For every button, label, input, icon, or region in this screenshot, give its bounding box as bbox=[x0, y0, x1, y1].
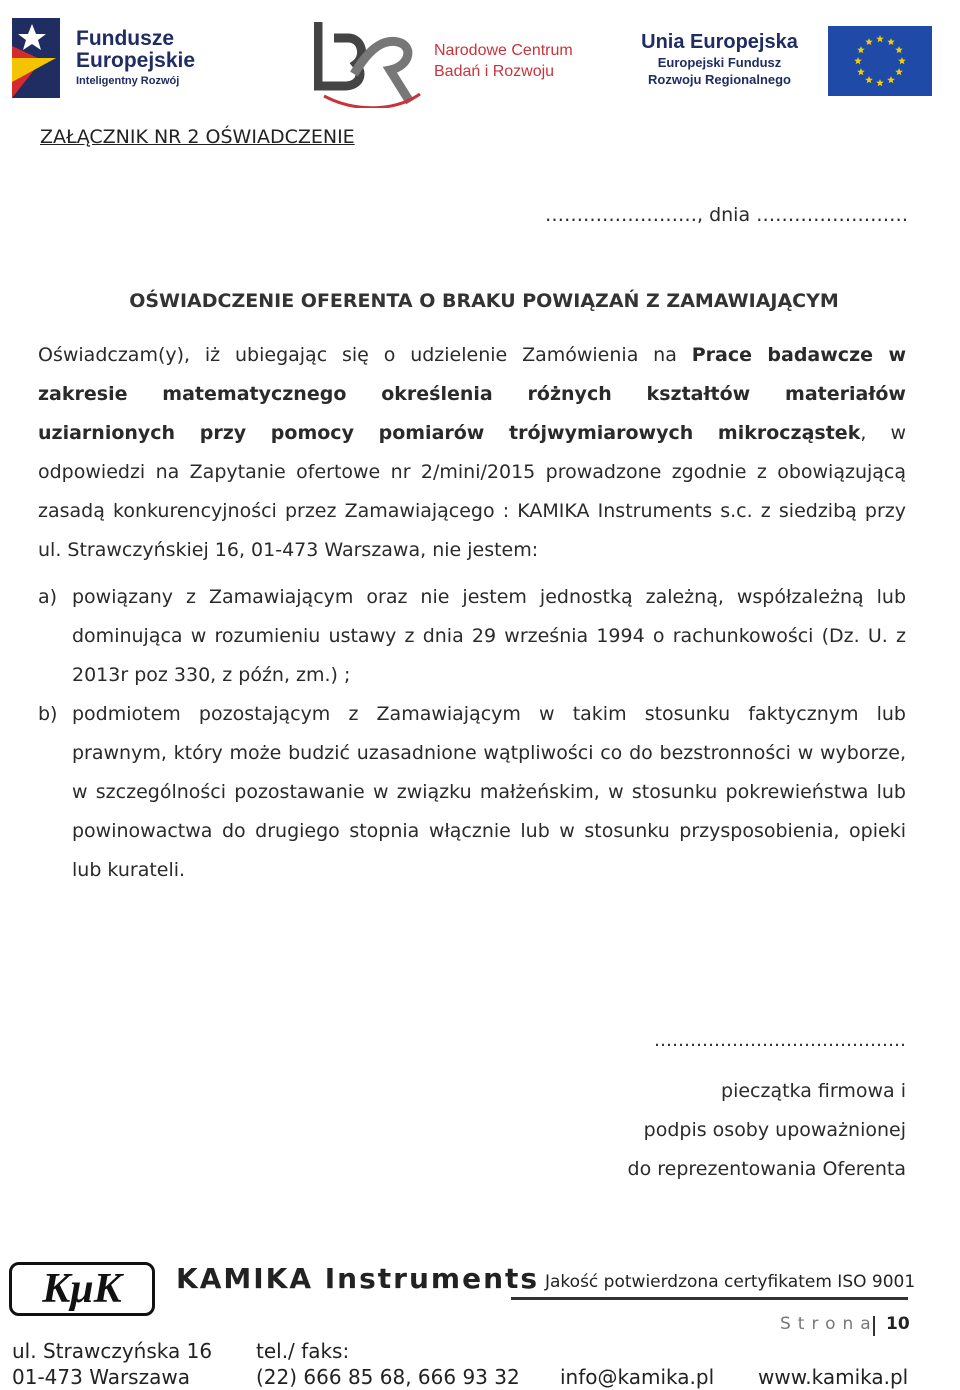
fundusze-europejskie-flag-icon bbox=[12, 18, 60, 98]
list-marker: b) bbox=[38, 703, 58, 725]
list-marker: a) bbox=[38, 586, 58, 608]
unia-europejska-logo-text bbox=[632, 30, 807, 88]
intro-bold: Prace badawcze w zakresie matematycznego określenia różnych kształtów materiałów uziarnionych przy pomocy pomiarów trójwymiarowych mikrocząstek bbox=[38, 344, 906, 444]
signature-line3: do reprezentowania Oferenta bbox=[627, 1158, 906, 1180]
ue-line3: Rozwoju Regionalnego bbox=[648, 72, 791, 87]
website-link[interactable]: www.kamika.pl bbox=[758, 1365, 909, 1389]
ue-line2: Europejski Fundusz bbox=[657, 55, 782, 70]
footer-address bbox=[12, 1338, 212, 1390]
kuk-logo: KμK bbox=[42, 1266, 122, 1312]
fe-line2: Europejskie bbox=[76, 49, 196, 72]
ncbr-line2: Badań i Rozwoju bbox=[434, 63, 555, 80]
document-title bbox=[0, 290, 960, 312]
footer-rule bbox=[511, 1297, 908, 1300]
company-name: KAMIKA Instruments bbox=[176, 1262, 540, 1295]
attachment-heading: ZAŁĄCZNIK NR 2 OŚWIADCZENIE bbox=[40, 126, 355, 148]
eu-flag-icon bbox=[828, 26, 932, 96]
fe-line1: Fundusze bbox=[76, 27, 174, 50]
list-item bbox=[38, 695, 906, 890]
ncbr-logo-text bbox=[434, 40, 573, 82]
declaration-list bbox=[38, 578, 906, 890]
page-label: Strona bbox=[780, 1314, 878, 1334]
intro-before: Oświadczam(y), iż ubiegając się o udzielenie Zamówienia na bbox=[38, 344, 692, 366]
fe-line3: Inteligentny Rozwój bbox=[76, 75, 180, 87]
date-line: ……………………, dnia …………………… bbox=[545, 204, 909, 226]
phone-number: (22) 666 85 68, 666 93 32 bbox=[256, 1365, 520, 1389]
address-line2: 01-473 Warszawa bbox=[12, 1365, 190, 1389]
list-item-text: powiązany z Zamawiającym oraz nie jestem jednostką zależną, współzależną lub dominująca w rozumieniu ustawy z dnia 29 września 1994 o rachunkowości (Dz. U. z 2013r poz 330, z późn, zm.) ; bbox=[72, 586, 906, 686]
list-item-text: podmiotem pozostającym z Zamawiającym w takim stosunku faktycznym lub prawnym, który może budzić uzasadnione wątpliwości co do bezstronności w wyborze, w szczególności pozostawanie w związku małżeńskim, w stosunku pokrewieństwa lub powinowactwa do drugiego stopnia włącznie lub w stosunku przysposobienia, opieki lub kurateli. bbox=[72, 703, 906, 881]
intro-after: , w odpowiedzi na Zapytanie ofertowe nr 2/mini/2015 prowadzone zgodnie z obowiązującą zasadą konkurencyjności przez Zamawiającego : KAMIKA Instruments s.c. z siedzibą przy ul. Strawczyńskiej 16, 01-473 Warszawa, nie jestem: bbox=[38, 422, 906, 561]
footer-email[interactable] bbox=[560, 1364, 714, 1390]
ncbr-br-logo-icon bbox=[314, 16, 422, 108]
signature-dots: …………………………………… bbox=[654, 1030, 906, 1051]
phone-label: tel./ faks: bbox=[256, 1339, 350, 1363]
footer-www[interactable] bbox=[758, 1364, 908, 1390]
ncbr-line1: Narodowe Centrum bbox=[434, 42, 573, 59]
page-separator bbox=[873, 1316, 875, 1336]
iso-note: Jakość potwierdzona certyfikatem ISO 9001 bbox=[545, 1272, 916, 1292]
signature-block bbox=[560, 1072, 906, 1189]
page-number: 10 bbox=[886, 1314, 910, 1334]
email-link[interactable]: info@kamika.pl bbox=[560, 1365, 715, 1389]
document-title-text: OŚWIADCZENIE OFERENTA O BRAKU POWIĄZAŃ Z ZAMAWIAJĄCYM bbox=[129, 290, 839, 312]
list-item bbox=[38, 578, 906, 695]
signature-line1: pieczątka firmowa i bbox=[721, 1080, 906, 1102]
declaration-paragraph bbox=[38, 336, 906, 570]
address-line1: ul. Strawczyńska 16 bbox=[12, 1339, 213, 1363]
signature-line2: podpis osoby upoważnionej bbox=[643, 1119, 906, 1141]
fundusze-europejskie-logo-text bbox=[76, 28, 195, 90]
ue-line1: Unia Europejska bbox=[641, 31, 798, 53]
footer-phone bbox=[256, 1338, 520, 1390]
